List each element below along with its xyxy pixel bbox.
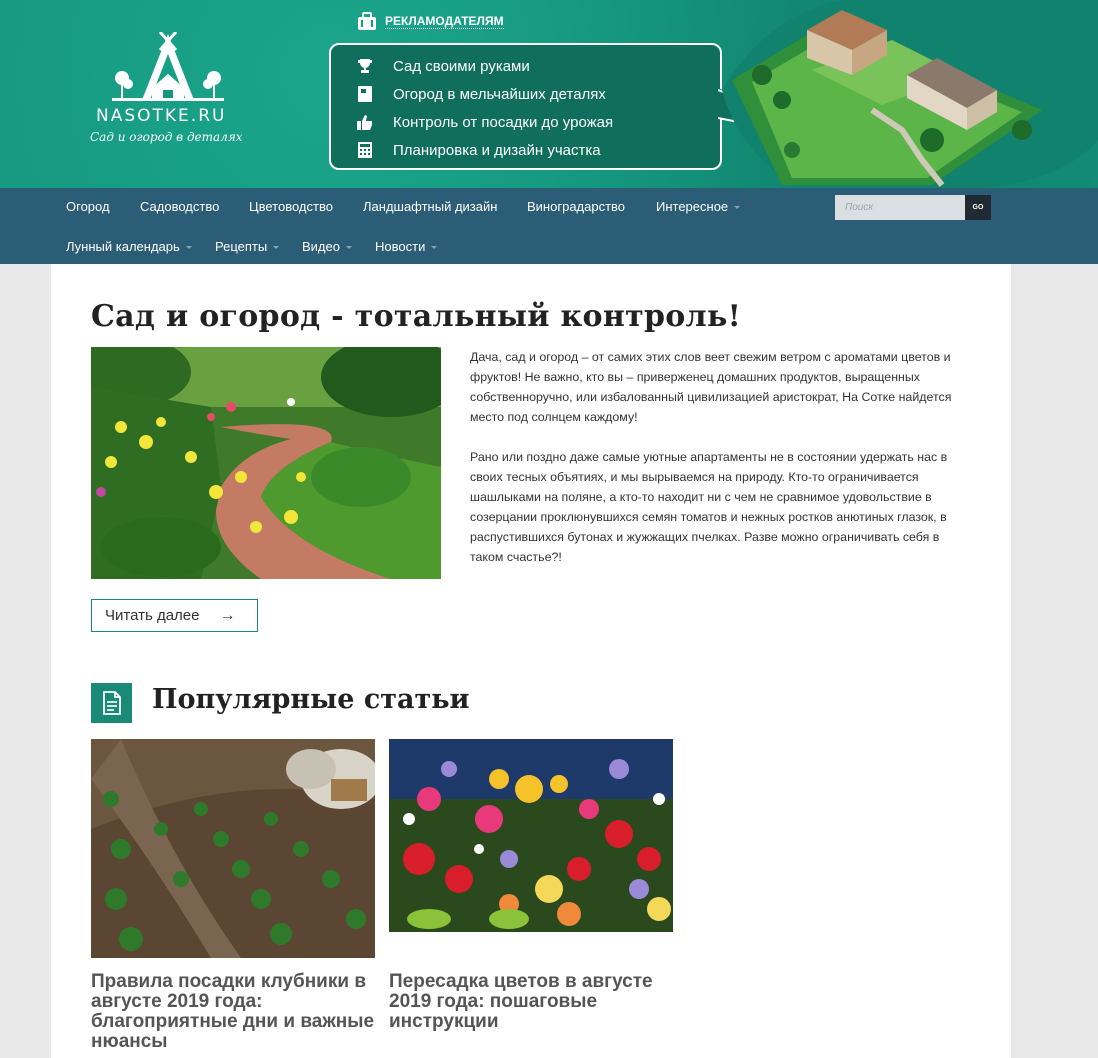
article-title[interactable]: Пересадка цветов в августе 2019 года: пошаговые инструкции — [389, 971, 653, 1032]
feature-item — [357, 52, 720, 80]
intro-paragraph: Рано или поздно даже самые уютные апартаменты не в состоянии удержать нас в своих тесных объятиях, и мы вырываемся на природу. Кто-то ограничивается шашлыками на поляне, а кто-то находит ни с чем не сравнимое удовольствие в созерцании проклюнувшихся семян томатов и нежных ростков анютиных глазок, в распустившихся бутонах и жужжащих пчелках. Разве можно ограничивать себя в таком счастье?! — [470, 450, 948, 564]
nav-item-sadovodstvo[interactable] — [140, 199, 219, 214]
nav-label: Лунный календарь — [66, 239, 180, 254]
chevron-down-icon — [273, 246, 279, 249]
nav-item-interesting[interactable] — [656, 199, 740, 214]
nav-label: Интересное — [656, 199, 729, 214]
nav-label: Садоводство — [140, 199, 220, 214]
feature-label: Контроль от посадки до урожая — [393, 113, 614, 131]
nav-item-tsvetovodstvo[interactable] — [249, 199, 333, 214]
article-card[interactable] — [389, 739, 673, 1032]
article-card[interactable] — [91, 739, 375, 1052]
nav-label: Виноградарство — [527, 199, 626, 214]
feature-item — [357, 108, 720, 136]
nav-item-landscape[interactable] — [363, 199, 497, 214]
arrow-right-icon: → — [219, 606, 236, 624]
nav-label: Видео — [302, 239, 340, 254]
thumbs-up-icon — [357, 114, 373, 130]
feature-label: Сад своими руками — [393, 57, 530, 75]
strawberry-planting-image[interactable] — [91, 739, 375, 958]
site-header — [0, 0, 1098, 188]
calculator-icon — [357, 142, 373, 158]
feature-item — [357, 136, 720, 164]
garden-path-image — [91, 347, 441, 579]
nav-item-vinogradarstvo[interactable] — [527, 199, 625, 214]
chevron-down-icon — [186, 246, 192, 249]
intro-text — [470, 347, 970, 567]
flowers-image[interactable] — [389, 739, 673, 932]
feature-label: Огород в мельчайших деталях — [393, 85, 606, 103]
popular-section-title: Популярные статьи — [152, 684, 470, 715]
search-button[interactable]: GO — [965, 195, 991, 220]
document-icon — [91, 683, 132, 723]
nav-item-ogorod[interactable] — [66, 199, 110, 214]
logo-house-icon — [108, 32, 228, 104]
page-title: Сад и огород - тотальный контроль! — [91, 299, 742, 334]
house-illustration — [722, 0, 1098, 188]
card-icon — [357, 86, 373, 102]
advertisers-label: РЕКЛАМОДАТЕЛЯМ — [385, 13, 504, 28]
logo-tagline: Сад и огород в деталях — [90, 130, 243, 144]
feature-item — [357, 80, 720, 108]
chevron-down-icon — [346, 246, 352, 249]
briefcase-icon — [357, 11, 377, 31]
intro-paragraph: Дача, сад и огород – от самих этих слов веет свежим ветром с ароматами цветов и фруктов! Не важно, кто вы – приверженец домашних продуктов, выращенных собственноручно, или избалованный цивилизацией аристократ, На Сотке найдется место под солнцем каждому! — [470, 350, 952, 424]
nav-label: Цветоводство — [249, 199, 333, 214]
search-input[interactable] — [835, 195, 965, 220]
advertisers-link[interactable] — [357, 10, 504, 32]
nav-item-video[interactable] — [302, 239, 352, 254]
nav-item-news[interactable] — [375, 239, 437, 254]
nav-label: Ландшафтный дизайн — [363, 199, 498, 214]
chevron-down-icon — [734, 206, 740, 209]
nav-item-lunar-calendar[interactable] — [66, 239, 192, 254]
chevron-down-icon — [431, 246, 437, 249]
nav-item-recipes[interactable] — [215, 239, 279, 254]
article-title[interactable]: Правила посадки клубники в августе 2019 года: благоприятные дни и важные нюансы — [91, 971, 375, 1052]
nav-label: Рецепты — [215, 239, 268, 254]
site-logo[interactable] — [88, 32, 248, 152]
read-more-label: Читать далее — [105, 607, 200, 624]
nav-label: Новости — [375, 239, 426, 254]
features-callout — [329, 43, 722, 170]
nav-label: Огород — [66, 199, 110, 214]
trophy-icon — [357, 58, 373, 74]
read-more-button[interactable] — [91, 599, 258, 632]
feature-label: Планировка и дизайн участка — [393, 141, 601, 159]
logo-text: NASOTKE.RU — [96, 106, 227, 126]
